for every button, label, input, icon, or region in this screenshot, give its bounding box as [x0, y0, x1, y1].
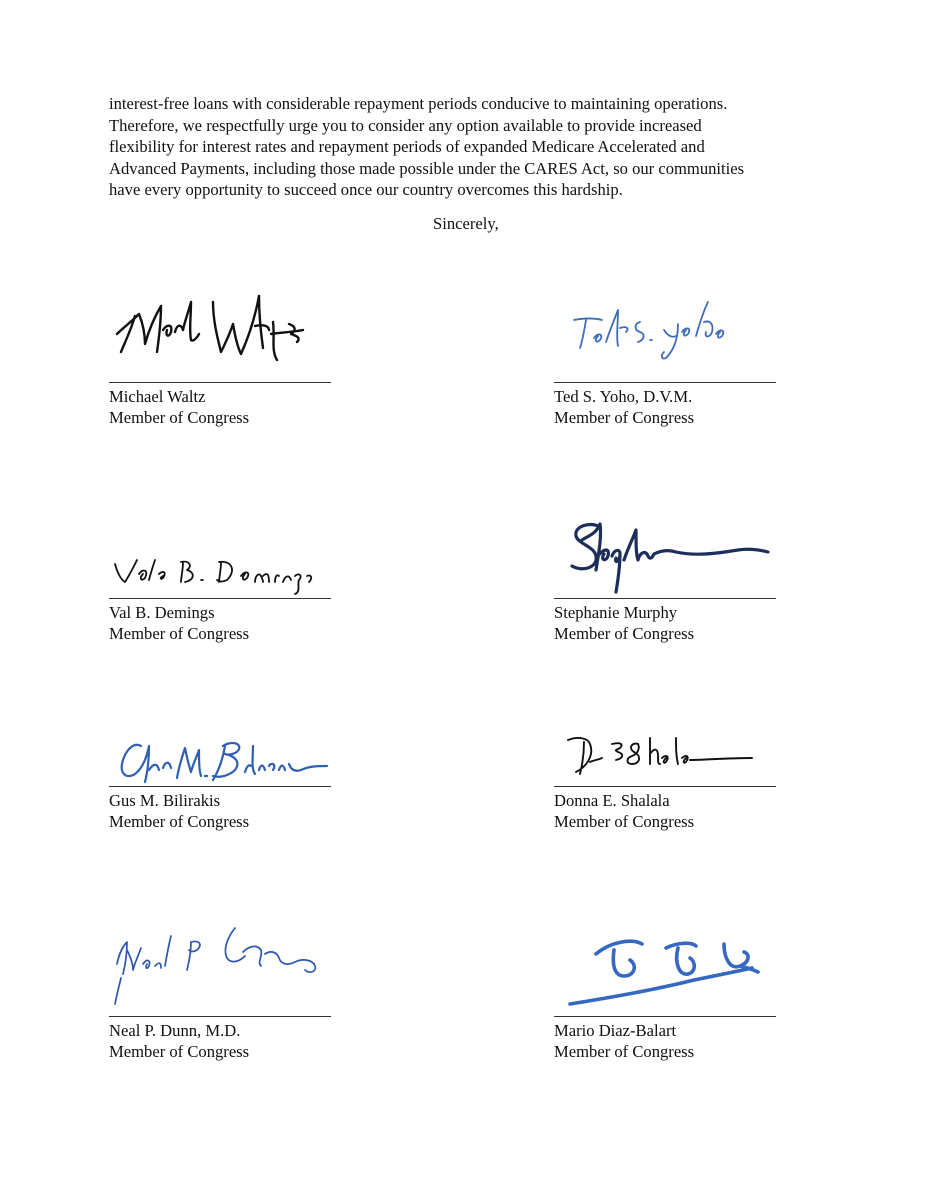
handwritten-signature	[554, 684, 778, 784]
signatory-title: Member of Congress	[109, 624, 250, 643]
handwritten-signature	[109, 914, 333, 1014]
body-line: Therefore, we respectfully urge you to consider any option available to provide increased	[109, 115, 702, 135]
handwritten-signature	[554, 280, 778, 380]
signatory-title: Member of Congress	[554, 408, 695, 427]
body-line: interest-free loans with considerable repayment periods conducive to maintaining operations.	[109, 94, 728, 113]
signature-line	[554, 598, 776, 599]
signatory-name: Stephanie Murphy	[554, 603, 678, 622]
handwritten-signature	[109, 684, 333, 784]
signature-line	[109, 598, 331, 599]
letter-body-paragraph	[109, 93, 834, 201]
signatory-title: Member of Congress	[109, 408, 250, 427]
signatory-name: Michael Waltz	[109, 387, 206, 406]
signatory-title: Member of Congress	[554, 812, 695, 831]
handwritten-signature	[109, 496, 333, 596]
signature-line	[554, 1016, 776, 1017]
body-line: have every opportunity to succeed once our country overcomes this hardship.	[109, 180, 623, 200]
signatory-name: Mario Diaz-Balart	[554, 1021, 677, 1040]
closing-salutation: Sincerely,	[433, 214, 499, 233]
signatory-title: Member of Congress	[554, 1042, 695, 1061]
signature-line	[109, 382, 331, 383]
signature-line	[554, 786, 776, 787]
signature-line	[554, 382, 776, 383]
handwritten-signature	[554, 496, 778, 596]
body-line: Advanced Payments, including those made possible under the CARES Act, so our communities	[109, 158, 745, 178]
signatory-title: Member of Congress	[109, 812, 250, 831]
signatory-title: Member of Congress	[554, 624, 695, 643]
signatory-name: Val B. Demings	[109, 603, 215, 622]
signature-line	[109, 786, 331, 787]
signatory-name: Neal P. Dunn, M.D.	[109, 1021, 241, 1040]
signature-line	[109, 1016, 331, 1017]
signatory-name: Ted S. Yoho, D.V.M.	[554, 387, 693, 406]
handwritten-signature	[109, 280, 333, 380]
signatory-name: Donna E. Shalala	[554, 791, 670, 810]
signatory-name: Gus M. Bilirakis	[109, 791, 221, 810]
body-line: flexibility for interest rates and repayment periods of expanded Medicare Accelerated and	[109, 137, 705, 157]
handwritten-signature	[554, 914, 778, 1014]
signatory-title: Member of Congress	[109, 1042, 250, 1061]
